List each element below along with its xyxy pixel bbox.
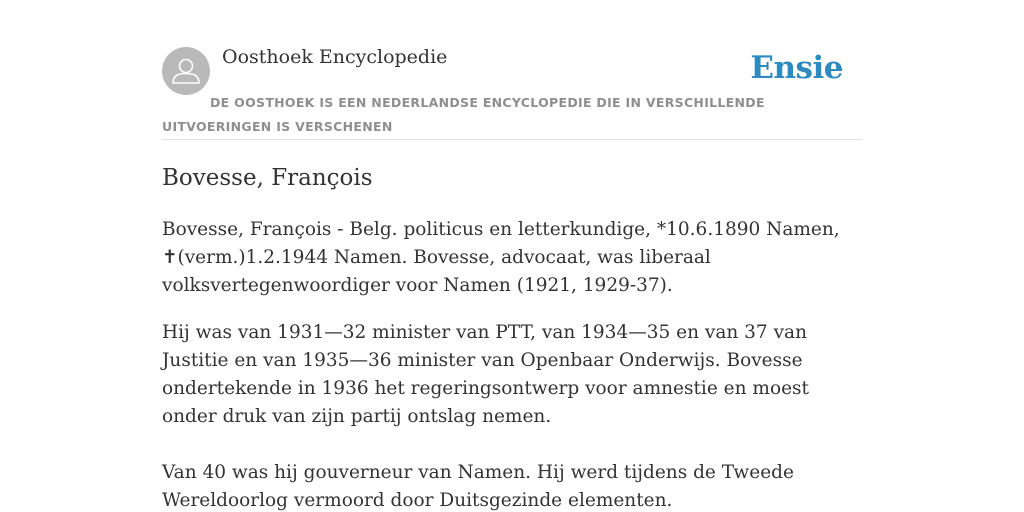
article-paragraph: Van 40 was hij gouverneur van Namen. Hij werd tijdens de Tweede Wereldoorlog vermoord door Duitsgezinde elementen. [162,462,794,511]
article-title: Bovesse, François [162,165,373,191]
article [162,160,862,512]
site-tagline: DE OOSTHOEK IS EEN NEDERLANDSE ENCYCLOPEDIE DIE IN VERSCHILLENDE UITVOERINGEN IS VERSCHENEN [162,95,765,134]
user-icon [162,47,210,95]
article-paragraph: Hij was van 1931—32 minister van PTT, van 1934—35 en van 37 van Justitie en van 1935—36 minister van Openbaar Onderwijs. Bovesse ondertekende in 1936 het regeringsontwerp voor amnestie en moest onder druk van zijn partij ontslag nemen. [162,322,809,427]
site-header [162,45,862,140]
article-paragraph: Bovesse, François - Belg. politicus en letterkundige, *10.6.1890 Namen, ✝(verm.)1.2.1944 Namen. Bovesse, advocaat, was liberaal volksvertegenwoordiger voor Namen (1921, 1929-37). [162,219,840,296]
brand-logo[interactable]: Ensie [750,50,843,86]
site-title[interactable]: Oosthoek Encyclopedie [222,46,448,68]
avatar[interactable] [162,47,210,95]
